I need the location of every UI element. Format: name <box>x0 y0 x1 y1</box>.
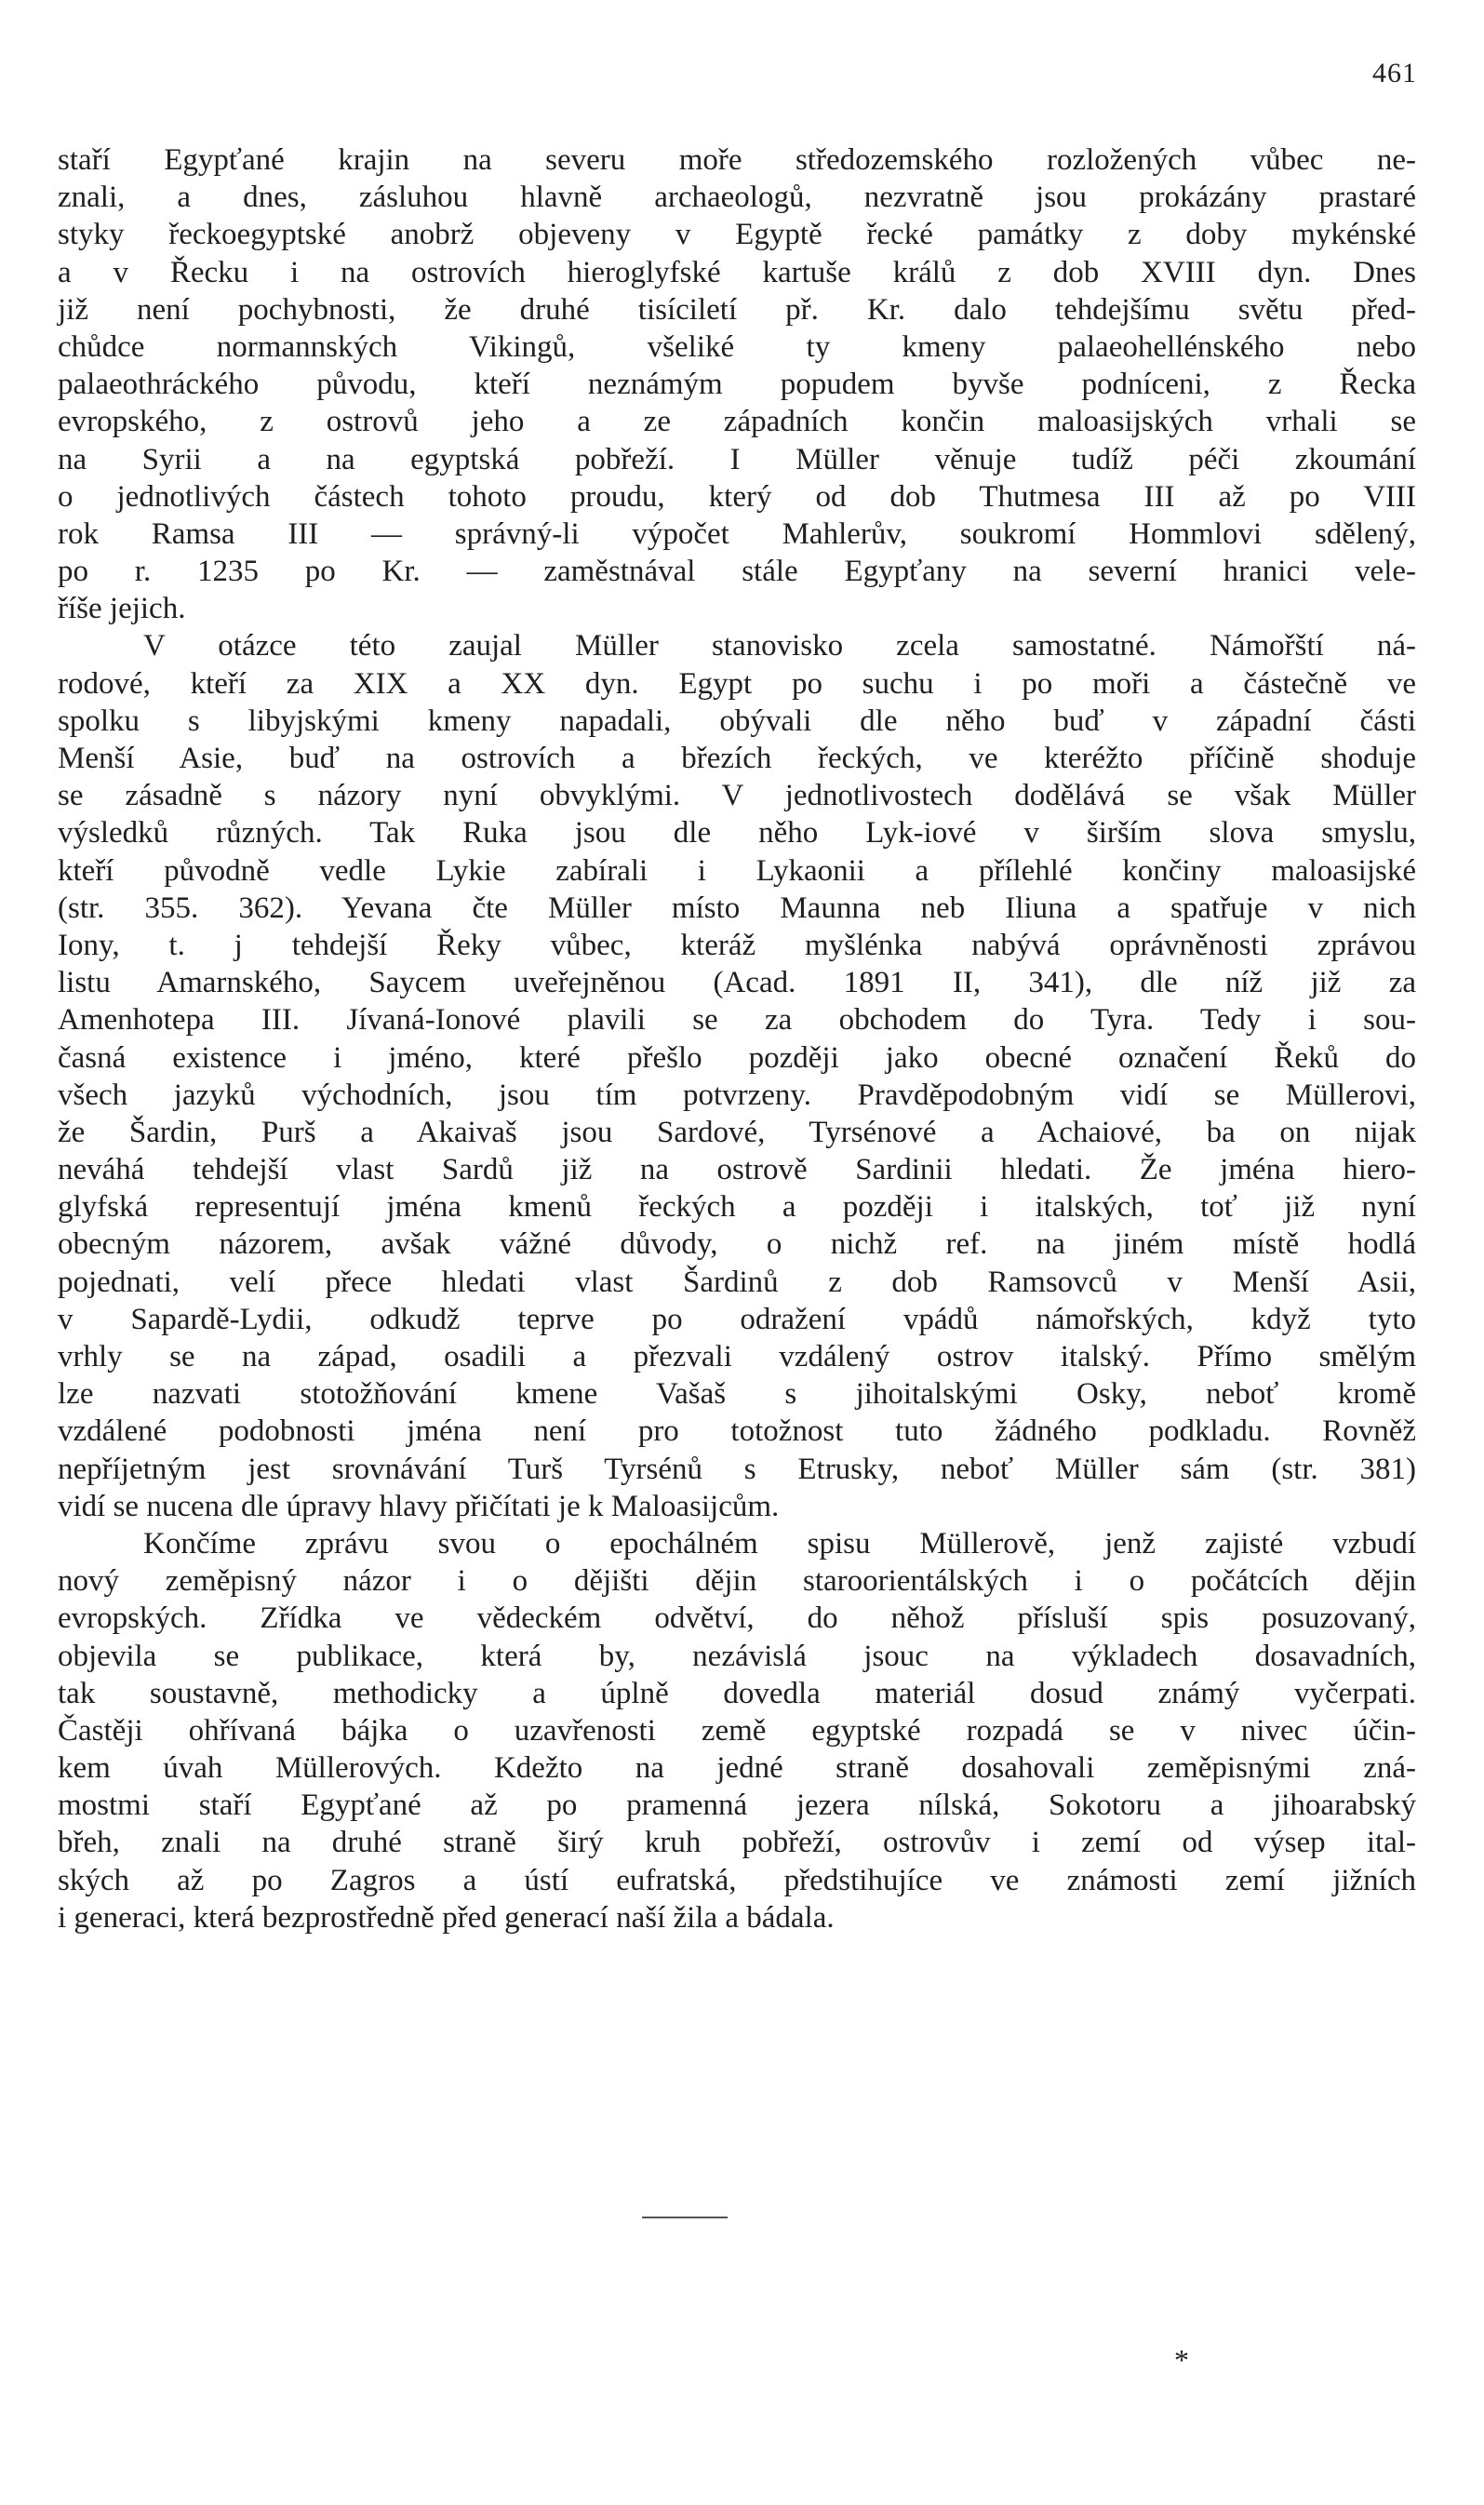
text-line: po r. 1235 po Kr. — zaměstnával stále Egypťany na severní hranici vele- <box>58 555 1416 589</box>
text-line: evropského, z ostrovů jeho a ze západních končin maloasijských vrhali se <box>58 405 1416 439</box>
text-line: nepříjetným jest srovnávání Turš Tyrsénů s Etrusky, neboť Müller sám (str. 381) <box>58 1452 1416 1486</box>
text-line: vrhly se na západ, osadili a přezvali vzdálený ostrov italský. Přímo smělým <box>58 1340 1416 1373</box>
page-number: 461 <box>1372 58 1417 88</box>
text-line: břeh, znali na druhé straně širý kruh pobřeží, ostrovův i zemí od výsep ital- <box>58 1826 1416 1860</box>
text-line: V otázce této zaujal Müller stanovisko zcela samostatné. Námořští ná- <box>143 629 1416 663</box>
text-line: lze nazvati stotožňování kmene Vašaš s jihoitalskými Osky, neboť kromě <box>58 1377 1416 1412</box>
text-line: spolku s libyjskými kmeny napadali, obývali dle něho buď v západní části <box>58 703 1416 738</box>
text-line: pojednati, velí přece hledati vlast Šardinů z dob Ramsovců v Menší Asii, <box>58 1265 1416 1299</box>
text-line: časná existence i jméno, které přešlo později jako obecné označení Řeků do <box>58 1040 1416 1075</box>
text-line: evropských. Zřídka ve vědeckém odvětví, do něhož přísluší spis posuzovaný, <box>58 1601 1416 1636</box>
text-line: listu Amarnského, Saycem uveřejněnou (Acad. 1891 II, 341), dle níž již za <box>58 966 1416 1000</box>
text-line: na Syrii a na egyptská pobřeží. I Müller věnuje tudíž péči zkoumání <box>58 442 1416 476</box>
text-line: v Sapardě-Lydii, odkudž teprve po odražení vpádů námořských, když tyto <box>58 1302 1416 1336</box>
text-line: Iony, t. j tehdejší Řeky vůbec, kteráž myšlénka nabývá oprávněnosti zprávou <box>58 928 1416 962</box>
text-line: o jednotlivých částech tohoto proudu, který od dob Thutmesa III až po VIII <box>58 479 1416 514</box>
text-line: objevila se publikace, která by, nezávislá jsouc na výkladech dosavadních, <box>58 1639 1416 1673</box>
text-line: i generaci, která bezprostředně před generací naší žila a bádala. <box>58 1900 835 1935</box>
text-line: výsledků různých. Tak Ruka jsou dle něho Lyk-iové v širším slova smyslu, <box>58 816 1416 851</box>
text-line: Končíme zprávu svou o epochálném spisu Müllerově, jenž zajisté vzbudí <box>143 1526 1416 1561</box>
text-line: Častěji ohřívaná bájka o uzavřenosti země egyptské rozpadá se v nivec účin- <box>58 1713 1416 1748</box>
text-line: obecným názorem, avšak vážné důvody, o nichž ref. na jiném místě hodlá <box>58 1227 1416 1262</box>
text-line: nový zeměpisný názor i o dějišti dějin staroorientálských i o počátcích dějin <box>58 1564 1416 1599</box>
text-line: tak soustavně, methodicky a úplně dovedla materiál dosud známý vyčerpati. <box>58 1676 1416 1710</box>
text-line: se zásadně s názory nyní obvyklými. V jednotlivostech dodělává se však Müller <box>58 779 1416 813</box>
text-line: Amenhotepa III. Jívaná-Ionové plavili se za obchodem do Tyra. Tedy i sou- <box>58 1003 1416 1038</box>
text-line: že Šardin, Purš a Akaivaš jsou Sardové, Tyrsénové a Achaiové, ba on nijak <box>58 1115 1416 1149</box>
text-line: chůdce normannských Vikingů, všeliké ty kmeny palaeohellénského nebo <box>58 329 1416 364</box>
text-line: znali, a dnes, zásluhou hlavně archaeologů, nezvratně jsou prokázány prastaré <box>58 181 1416 215</box>
text-line: vidí se nucena dle úpravy hlavy přičítati je k Maloasijcům. <box>58 1489 780 1523</box>
text-line: rodové, kteří za XIX a XX dyn. Egypt po suchu i po moři a částečně ve <box>58 666 1416 701</box>
footer-asterisk: * <box>1174 2343 1189 2377</box>
text-line: ských až po Zagros a ústí eufratská, předstihujíce ve známosti zemí jižních <box>58 1863 1416 1897</box>
text-line: vzdálené podobnosti jména není pro totožnost tuto žádného podkladu. Rovněž <box>58 1414 1416 1449</box>
text-line: a v Řecku i na ostrovích hieroglyfské kartuše králů z dob XVIII dyn. Dnes <box>58 255 1416 289</box>
text-line: říše jejich. <box>58 592 186 626</box>
text-line: mostmi staří Egypťané až po pramenná jezera nílská, Sokotoru a jihoarabský <box>58 1788 1416 1823</box>
text-line: staří Egypťané krajin na severu moře středozemského rozložených vůbec ne- <box>58 143 1416 177</box>
text-line: kteří původně vedle Lykie zabírali i Lykaonii a přílehlé končiny maloasijské <box>58 853 1416 888</box>
text-line: glyfská representují jména kmenů řeckých a později i italských, toť již nyní <box>58 1190 1416 1225</box>
text-line: styky řeckoegyptské anobrž objeveny v Egyptě řecké památky z doby mykénské <box>58 218 1416 252</box>
section-divider <box>642 2217 728 2218</box>
text-line: již není pochybnosti, že druhé tisíciletí př. Kr. dalo tehdejšímu světu před- <box>58 292 1416 327</box>
text-line: (str. 355. 362). Yevana čte Müller místo Maunna neb Iliuna a spatřuje v nich <box>58 891 1416 925</box>
text-line: Menší Asie, buď na ostrovích a březích řeckých, ve kteréžto příčině shoduje <box>58 742 1416 775</box>
text-line: kem úvah Müllerových. Kdežto na jedné straně dosahovali zeměpisnými zná- <box>58 1751 1416 1786</box>
text-line: palaeothráckého původu, kteří neznámým popudem byvše podníceni, z Řecka <box>58 368 1416 402</box>
text-line: rok Ramsa III — správný-li výpočet Mahlerův, soukromí Hommlovi sdělený, <box>58 516 1416 551</box>
text-line: všech jazyků východních, jsou tím potvrzeny. Pravděpodobným vidí se Müllerovi, <box>58 1078 1416 1112</box>
body-text <box>58 141 1416 1936</box>
text-line: neváhá tehdejší vlast Sardů již na ostrově Sardinii hledati. Že jména hiero- <box>58 1153 1416 1187</box>
